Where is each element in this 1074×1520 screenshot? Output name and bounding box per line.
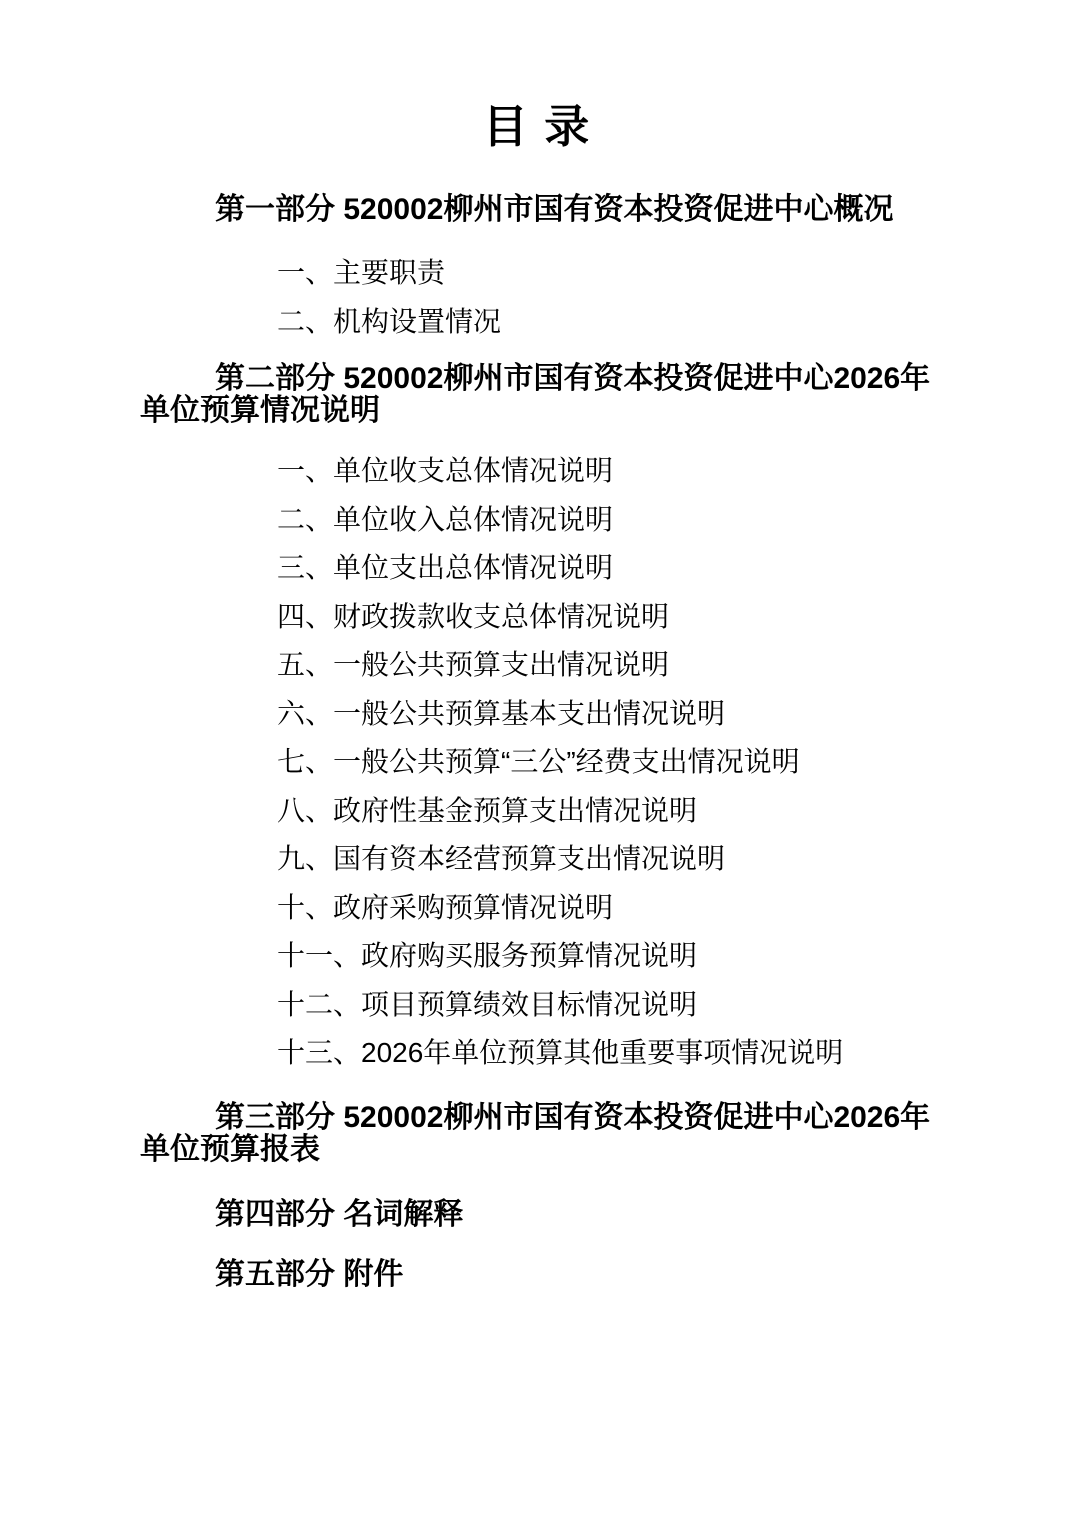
toc-item: 十、政府采购预算情况说明 bbox=[277, 891, 614, 923]
toc-item: 一、主要职责 bbox=[277, 257, 446, 288]
toc-item: 二、单位收入总体情况说明 bbox=[277, 503, 614, 535]
toc-part-2-items bbox=[140, 447, 934, 1078]
toc-item: 三、单位支出总体情况说明 bbox=[277, 552, 614, 583]
toc-item: 七、一般公共预算“三公”经费支出情况说明 bbox=[277, 746, 800, 777]
toc-item: 八、政府性基金预算支出情况说明 bbox=[277, 794, 698, 826]
toc-part-3-heading: 第三部分 520002柳州市国有资本投资促进中心2026年单位预算报表 bbox=[140, 1100, 931, 1166]
toc-part-4-heading: 第四部分 名词解释 bbox=[215, 1197, 464, 1231]
toc-item: 五、一般公共预算支出情况说明 bbox=[277, 649, 670, 680]
toc-item: 四、财政拨款收支总体情况说明 bbox=[277, 600, 670, 632]
toc-item: 一、单位收支总体情况说明 bbox=[277, 455, 614, 486]
toc-item: 十一、政府购买服务预算情况说明 bbox=[277, 940, 698, 971]
toc-item: 二、机构设置情况 bbox=[277, 305, 502, 337]
toc-part-1-heading: 第一部分 520002柳州市国有资本投资促进中心概况 bbox=[215, 193, 894, 226]
toc-item: 十二、项目预算绩效目标情况说明 bbox=[277, 988, 698, 1020]
toc-item: 九、国有资本经营预算支出情况说明 bbox=[277, 843, 726, 874]
toc-part-1-items bbox=[140, 249, 934, 346]
toc-part-2-heading: 第二部分 520002柳州市国有资本投资促进中心2026年单位预算情况说明 bbox=[140, 362, 931, 427]
toc-item: 六、一般公共预算基本支出情况说明 bbox=[277, 697, 726, 729]
toc-title: 目 录 bbox=[482, 101, 592, 152]
toc-part-5-heading: 第五部分 附件 bbox=[215, 1257, 404, 1291]
toc-item: 十三、2026年单位预算其他重要事项情况说明 bbox=[277, 1037, 844, 1068]
